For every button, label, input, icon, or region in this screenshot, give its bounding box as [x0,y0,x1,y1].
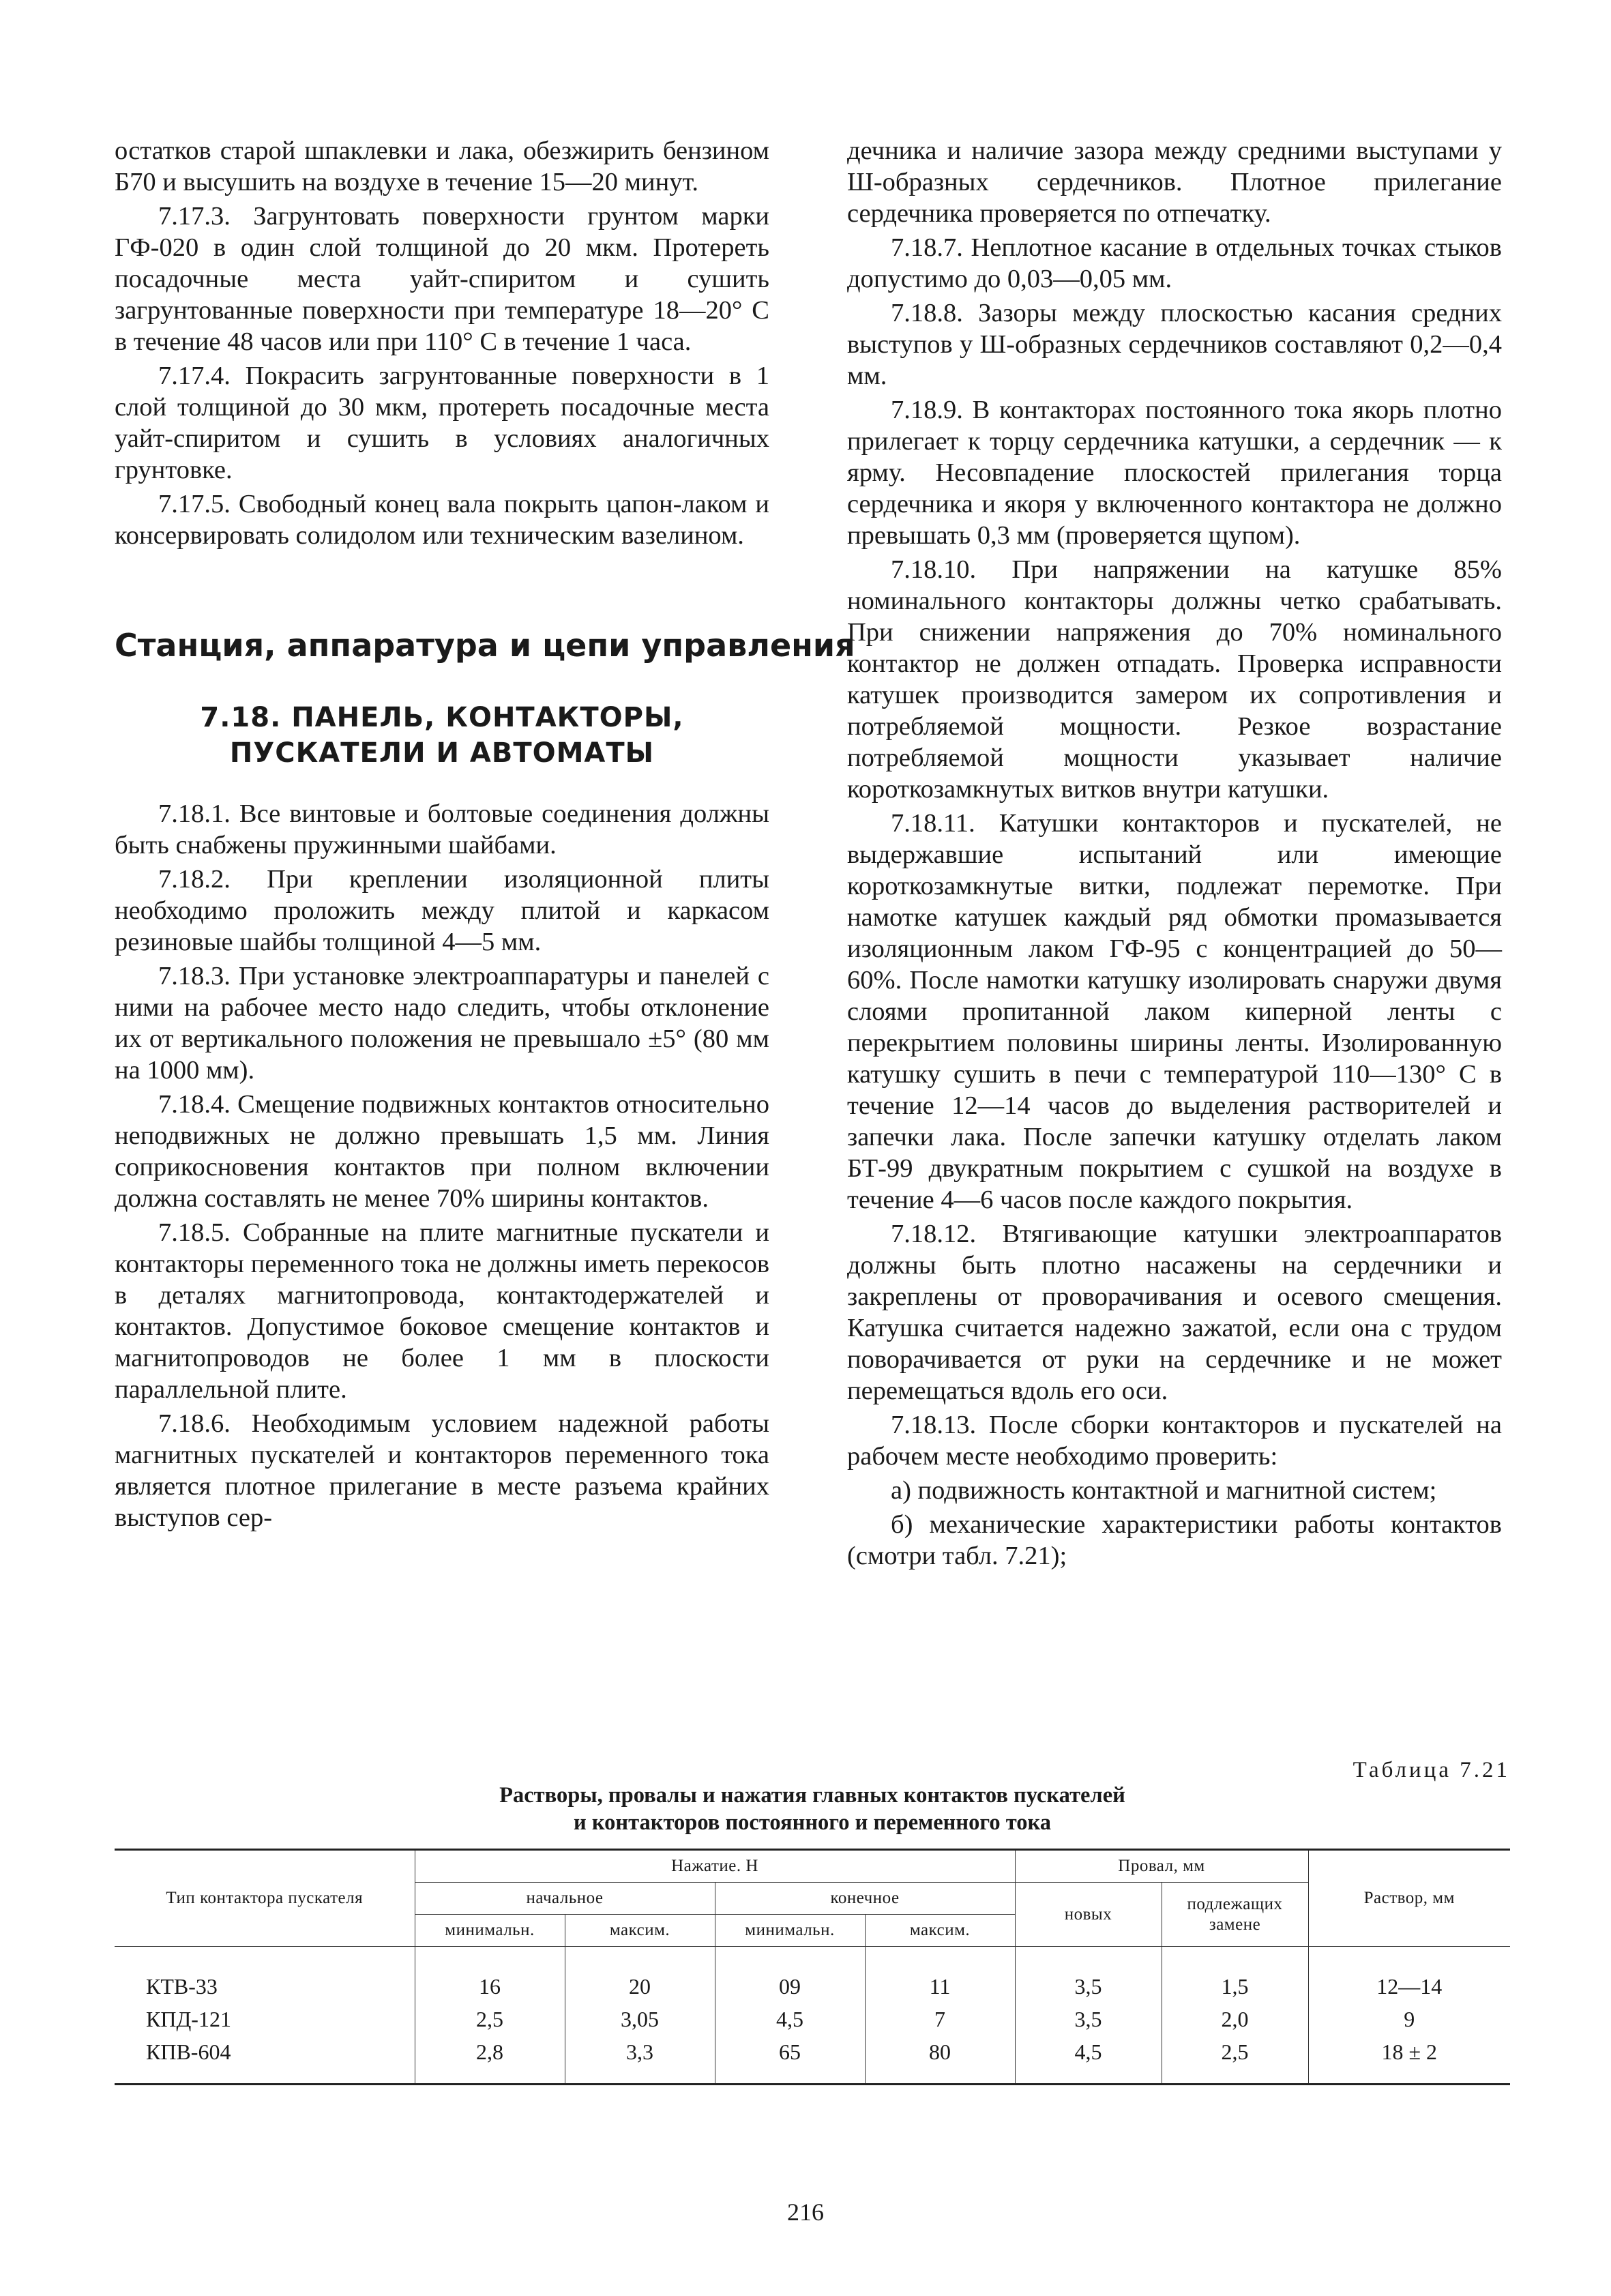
cell-type: КПВ-604 [146,2040,231,2064]
paragraph-7-18-2: 7.18.2. При креплении изоляционной плиты необходимо проложить между плитой и каркасом резиновые шайбы толщиной 4—5 мм. [115,865,769,956]
header-final-max: максим. [865,1915,1015,1947]
paragraph-7-18-4: 7.18.4. Смещение подвижных контактов относительно неподвижных не должно превышать 1,5 мм. Линия соприкосновения контактов при полном включении должна составлять не менее 70% ширины контактов. [115,1090,769,1213]
cell: 4,5 [1015,2035,1162,2085]
header-replace: подлежащих замене [1162,1883,1308,1947]
subsection-title-line2: ПУСКАТЕЛИ И АВТОМАТЫ [229,737,655,769]
header-opening: Раствор, мм [1308,1850,1510,1947]
table-caption [115,1782,1510,1836]
subsection-title [115,700,769,771]
paragraph-7-18-7: 7.18.7. Неплотное касание в отдельных точках стыков допустимо до 0,03—0,05 мм. [847,233,1502,293]
header-initial-min: минимальн. [415,1915,565,1947]
header-pressure: Нажатие. Н [415,1850,1015,1883]
paragraph: дечника и наличие зазора между средними выступами у Ш-образных сердечников. Плотное прилегание сердечника проверяется по отпечатку. [847,136,1502,228]
paragraph-7-18-6: 7.18.6. Необходимым условием надежной работы магнитных пускателей и контакторов переменного тока является плотное прилегание в месте разъема крайних выступов сер- [115,1409,769,1532]
table-row [115,2035,1510,2085]
paragraph-7-17-4: 7.17.4. Покрасить загрунтованные поверхности в 1 слой толщиной до 30 мкм, протереть посадочные места уайт-спиритом и сушить в условиях аналогичных грунтовке. [115,362,769,484]
cell: 11 [865,1970,1015,2003]
cell: 9 [1308,2003,1510,2035]
paragraph-7-18-11: 7.18.11. Катушки контакторов и пускателей, не выдержавшие испытаний или имеющие короткозамкнутые витки, подлежат перемотке. При намотке катушек каждый ряд обмотки промазывается изоляционным лаком ГФ-95 с концентрацией до 50—60%. После намотки катушку изолировать снаружи двумя слоями пропитанной лаком киперной ленты с перекрытием половины ширины ленты. Изолированную катушку сушить в печи с температурой 110—130° С в течение 12—14 часов до выделения растворителей и запечки лака. После запечки катушку отделать лаком БТ-99 двукратным покрытием с сушкой на воздухе в течение 4—6 часов после каждого покрытия. [847,809,1502,1214]
paragraph-7-18-3: 7.18.3. При установке электроаппаратуры и панелей с ними на рабочее место надо следить, чтобы отклонение их от вертикального положения не превышало ±5° (80 мм на 1000 мм). [115,962,769,1085]
section-title: Станция, аппаратура и цепи управления [115,627,855,664]
contacts-table [115,1849,1510,2085]
paragraph-7-18-5: 7.18.5. Собранные на плите магнитные пускатели и контакторы переменного тока не должны иметь перекосов в деталях магнитопровода, контактодержателей и контактов. Допустимое боковое смещение контактов и магнитопроводов не более 1 мм в плоскости параллельной плите. [115,1218,769,1404]
header-gap: Провал, мм [1015,1850,1308,1883]
paragraph-7-17-3: 7.17.3. Загрунтовать поверхности грунтом марки ГФ-020 в один слой толщиной до 20 мкм. Протереть посадочные места уайт-спиритом и сушить загрунтованные поверхности при температуре 18—20° С в течение 48 часов или при 110° С в течение 1 часа. [115,202,769,356]
cell: 09 [715,1970,865,2003]
table-caption-line1: Растворы, провалы и нажатия главных контактов пускателей [499,1783,1125,1808]
cell-type: КПД-121 [146,2007,231,2031]
paragraph: остатков старой шпаклевки и лака, обезжирить бензином Б70 и высушить на воздухе в течение 15—20 минут. [115,136,769,196]
list-item-b: б) механические характеристики работы контактов (смотри табл. 7.21); [847,1510,1502,1570]
table-row [115,1970,1510,2003]
table-caption-line2: и контакторов постоянного и переменного тока [574,1810,1051,1835]
left-column [115,135,855,1533]
right-column [847,135,1502,1572]
cell: 3,05 [565,2003,715,2035]
cell: 1,5 [1162,1970,1308,2003]
cell: 2,0 [1162,2003,1308,2035]
paragraph-7-18-9: 7.18.9. В контакторах постоянного тока якорь плотно прилегает к торцу сердечника катушки, а сердечник — к ярму. Несовпадение плоскостей прилегания торца сердечника и якоря у включенного контактора не должно превышать 0,3 мм (проверяется щупом). [847,396,1502,550]
paragraph-7-18-12: 7.18.12. Втягивающие катушки электроаппаратов должны быть плотно насажены на сердечники и закреплены от проворачивания и осевого смещения. Катушка считается надежно зажатой, если она с трудом поворачивается от руки на сердечнике и не может перемещаться вдоль его оси. [847,1220,1502,1405]
paragraph-7-18-13: 7.18.13. После сборки контакторов и пускателей на рабочем месте необходимо проверить: [847,1411,1502,1471]
cell-type: КТВ-33 [146,1974,218,1999]
header-new: новых [1015,1883,1162,1947]
cell: 2,5 [1162,2035,1308,2085]
cell: 3,3 [565,2035,715,2085]
subsection-title-line1: 7.18. ПАНЕЛЬ, КОНТАКТОРЫ, [200,702,684,733]
table-label: Таблица 7.21 [1353,1758,1510,1782]
cell: 65 [715,2035,865,2085]
cell: 80 [865,2035,1015,2085]
header-initial-max: максим. [565,1915,715,1947]
header-final-min: минимальн. [715,1915,865,1947]
cell: 20 [565,1970,715,2003]
cell: 16 [415,1970,565,2003]
header-initial: начальное [415,1883,715,1915]
list-item-a: а) подвижность контактной и магнитной систем; [891,1476,1437,1505]
paragraph-7-18-8: 7.18.8. Зазоры между плоскостью касания средних выступов у Ш-образных сердечников составляют 0,2—0,4 мм. [847,299,1502,390]
cell: 12—14 [1308,1970,1510,2003]
table-spacer-row [115,1947,1510,1971]
paragraph-7-18-10: 7.18.10. При напряжении на катушке 85% номинального контакторы должны четко срабатывать. При снижении напряжения до 70% номинального контактор не должен отпадать. Проверка исправности катушек производится замером их сопротивления и потребляемой мощности. Резкое возрастание потребляемой мощности указывает наличие короткозамкнутых витков внутри катушки. [847,555,1502,804]
cell: 18 ± 2 [1308,2035,1510,2085]
header-type: Тип контактора пускателя [115,1850,415,1947]
paragraph-7-18-1: 7.18.1. Все винтовые и болтовые соединения должны быть снабжены пружинными шайбами. [115,799,769,859]
cell: 4,5 [715,2003,865,2035]
cell: 3,5 [1015,1970,1162,2003]
cell: 3,5 [1015,2003,1162,2035]
table-row [115,2003,1510,2035]
page-number: 216 [787,2198,824,2226]
cell: 7 [865,2003,1015,2035]
cell: 2,5 [415,2003,565,2035]
cell: 2,8 [415,2035,565,2085]
header-final: конечное [715,1883,1015,1915]
paragraph-7-17-5: 7.17.5. Свободный конец вала покрыть цапон-лаком и консервировать солидолом или техническим вазелином. [115,490,769,550]
